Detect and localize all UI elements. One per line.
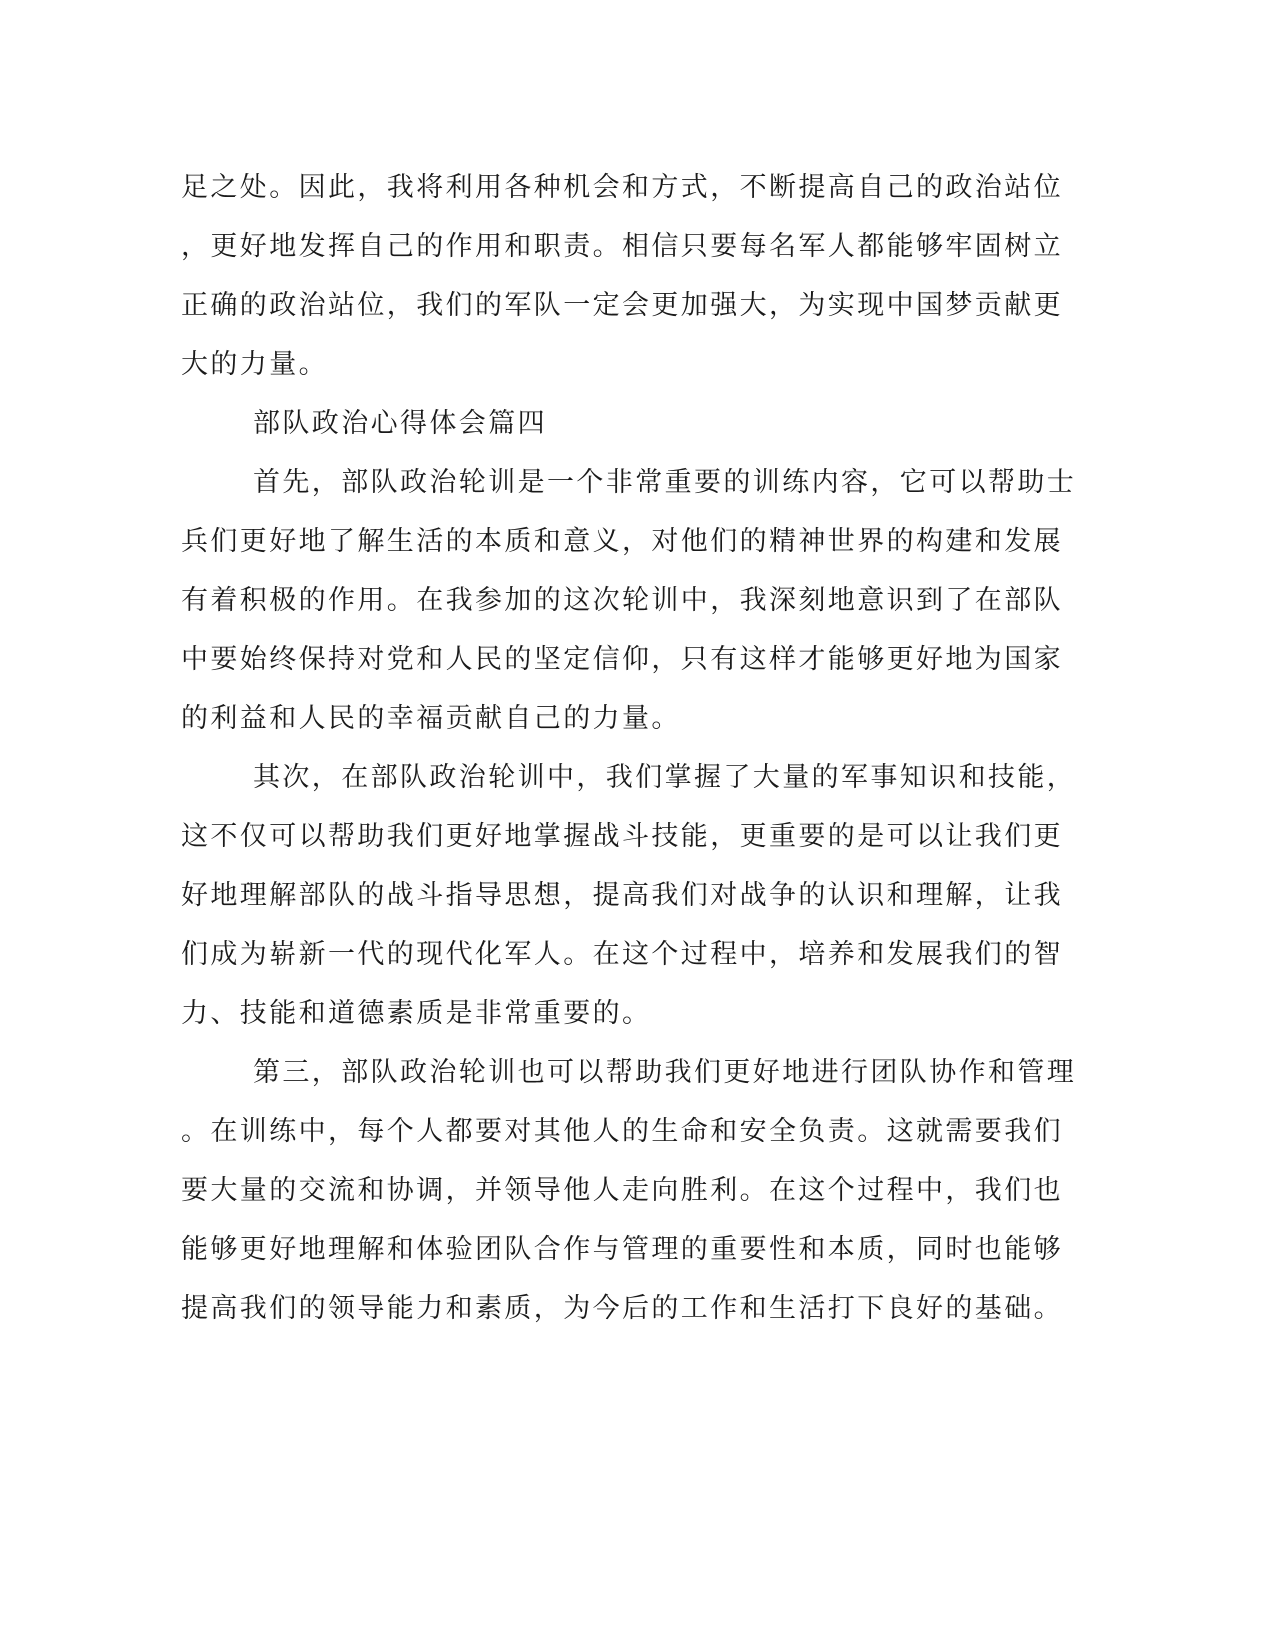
text-line: 兵们更好地了解生活的本质和意义，对他们的精神世界的构建和发展 [181, 526, 1063, 557]
text-line: ，更好地发挥自己的作用和职责。相信只要每名军人都能够牢固树立 [181, 231, 1063, 262]
paragraph-first-line: 首先，部队政治轮训是一个非常重要的训练内容，它可以帮助士 [253, 467, 1077, 498]
text-line: 能够更好地理解和体验团队合作与管理的重要性和本质，同时也能够 [181, 1234, 1063, 1265]
text-line: 这不仅可以帮助我们更好地掌握战斗技能，更重要的是可以让我们更 [181, 821, 1063, 852]
section-heading: 部队政治心得体会篇四 [253, 408, 547, 439]
text-line: 足之处。因此，我将利用各种机会和方式，不断提高自己的政治站位 [181, 172, 1063, 203]
text-line: 们成为崭新一代的现代化军人。在这个过程中，培养和发展我们的智 [181, 939, 1063, 970]
text-line: 正确的政治站位，我们的军队一定会更加强大，为实现中国梦贡献更 [181, 290, 1063, 321]
paragraph-first-line: 第三，部队政治轮训也可以帮助我们更好地进行团队协作和管理 [253, 1057, 1077, 1088]
text-line: 大的力量。 [181, 349, 328, 380]
text-line: 好地理解部队的战斗指导思想，提高我们对战争的认识和理解，让我 [181, 880, 1063, 911]
text-line: 中要始终保持对党和人民的坚定信仰，只有这样才能够更好地为国家 [181, 644, 1063, 675]
text-line: 有着积极的作用。在我参加的这次轮训中，我深刻地意识到了在部队 [181, 585, 1063, 616]
document-body [181, 158, 1077, 1338]
text-line: 的利益和人民的幸福贡献自己的力量。 [181, 703, 681, 734]
paragraph-first-line: 其次，在部队政治轮训中，我们掌握了大量的军事知识和技能， [253, 762, 1077, 793]
text-line: 提高我们的领导能力和素质，为今后的工作和生活打下良好的基础。 [181, 1293, 1063, 1324]
text-line: 。在训练中，每个人都要对其他人的生命和安全负责。这就需要我们 [181, 1116, 1063, 1147]
text-line: 力、技能和道德素质是非常重要的。 [181, 998, 652, 1029]
text-line: 要大量的交流和协调，并领导他人走向胜利。在这个过程中，我们也 [181, 1175, 1063, 1206]
